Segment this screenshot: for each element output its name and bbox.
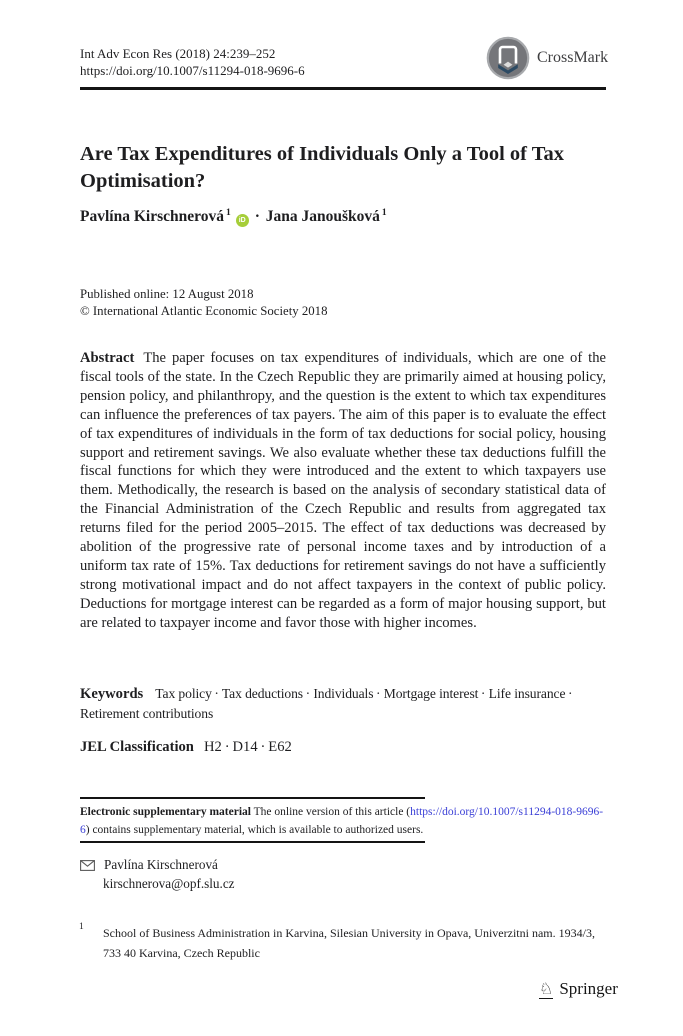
page-title: Are Tax Expenditures of Individuals Only a Tool of Tax Optimisation?	[80, 143, 565, 192]
jel-classification	[80, 739, 292, 756]
abstract-text: The paper focuses on tax expenditures of individuals, which are one of the fiscal tools of the state. In the Czech Republic they are primarily aimed at housing policy, pension policy, and philanthropy, and the question is the extent to which tax expenditures can influence the preferences of tax payers. The aim of this paper is to evaluate the effect of tax expenditures of individuals in the form of tax deductions for social policy, housing support and retirement savings. We also evaluate whether these tax deductions fulfill the fiscal functions for which they were introduced and the extent to which taxpayers use them. Methodically, the research is based on the analysis of secondary statistical data of the Financial Administration of the Czech Republic and results from aggregated tax returns filed for the period 2005–2015. The effect of tax deductions was decreased by abolition of the progressive rate of personal income taxes and by introduction of a uniform tax rate of 15%. Tax deductions for retirement savings do not have a sufficiently strong motivational impact and do not affect taxpayers in the context of public policy. Deductions for mortgage interest can be regarded as a form of major housing support, but are related to taxpayer income and favor those with higher incomes.	[80, 350, 606, 631]
abstract	[80, 349, 606, 633]
journal-citation: Int Adv Econ Res (2018) 24:239–252	[80, 46, 276, 61]
footnote-text: School of Business Administration in Karvina, Silesian University in Opava, Univerzitni nam. 1934/3, 733 40 Karvina, Czech Republic	[103, 926, 595, 960]
jel-label: JEL Classification	[80, 739, 194, 755]
springer-label: Springer	[559, 979, 618, 998]
jel-text: H2 · D14 · E62	[203, 739, 292, 755]
author-separator: ·	[254, 208, 260, 226]
abstract-label: Abstract	[80, 350, 135, 366]
keywords	[80, 684, 608, 724]
envelope-icon	[80, 860, 95, 871]
crossmark-badge[interactable]	[486, 36, 608, 80]
keywords-label: Keywords	[80, 686, 144, 702]
esm-top-rule	[80, 797, 425, 799]
publication-meta	[80, 286, 327, 319]
esm-text-after: ) contains supplementary material, which is available to authorized users.	[85, 823, 424, 836]
correspondence-email: kirschnerova@opf.slu.cz	[103, 875, 235, 891]
crossmark-icon	[486, 36, 530, 80]
crossmark-label: CrossMark	[537, 49, 609, 66]
affiliation-superscript: 1	[225, 208, 231, 218]
springer-logo	[539, 979, 618, 999]
author-second-name: Jana Janoušková	[265, 208, 380, 226]
published-online: Published online: 12 August 2018	[80, 287, 254, 301]
copyright-notice: © International Atlantic Economic Society 2018	[80, 303, 328, 318]
esm-doi-link[interactable]: https://doi.org/10.1007/s11294-018-9696-6	[80, 806, 604, 836]
affiliation-superscript: 1	[381, 208, 387, 218]
correspondence-block	[80, 856, 235, 893]
esm-note	[80, 804, 607, 839]
author-line	[80, 208, 387, 227]
header-rule	[80, 87, 606, 90]
footnote-marker: 1	[79, 922, 84, 932]
journal-header	[80, 46, 305, 79]
keywords-text: Tax policy · Tax deductions · Individuals · Mortgage interest · Life insurance · Retirement contributions	[80, 686, 573, 721]
esm-bottom-rule	[80, 841, 425, 843]
correspondence-name: Pavlína Kirschnerová	[104, 857, 218, 872]
esm-text-before: The online version of this article (	[250, 806, 411, 818]
springer-horse-icon: ♘	[539, 979, 554, 998]
doi-text: https://doi.org/10.1007/s11294-018-9696-6	[80, 62, 305, 78]
author-first-name: Pavlína Kirschnerová	[80, 208, 224, 226]
esm-label: Electronic supplementary material	[80, 806, 251, 818]
orcid-icon: iD	[236, 214, 249, 227]
